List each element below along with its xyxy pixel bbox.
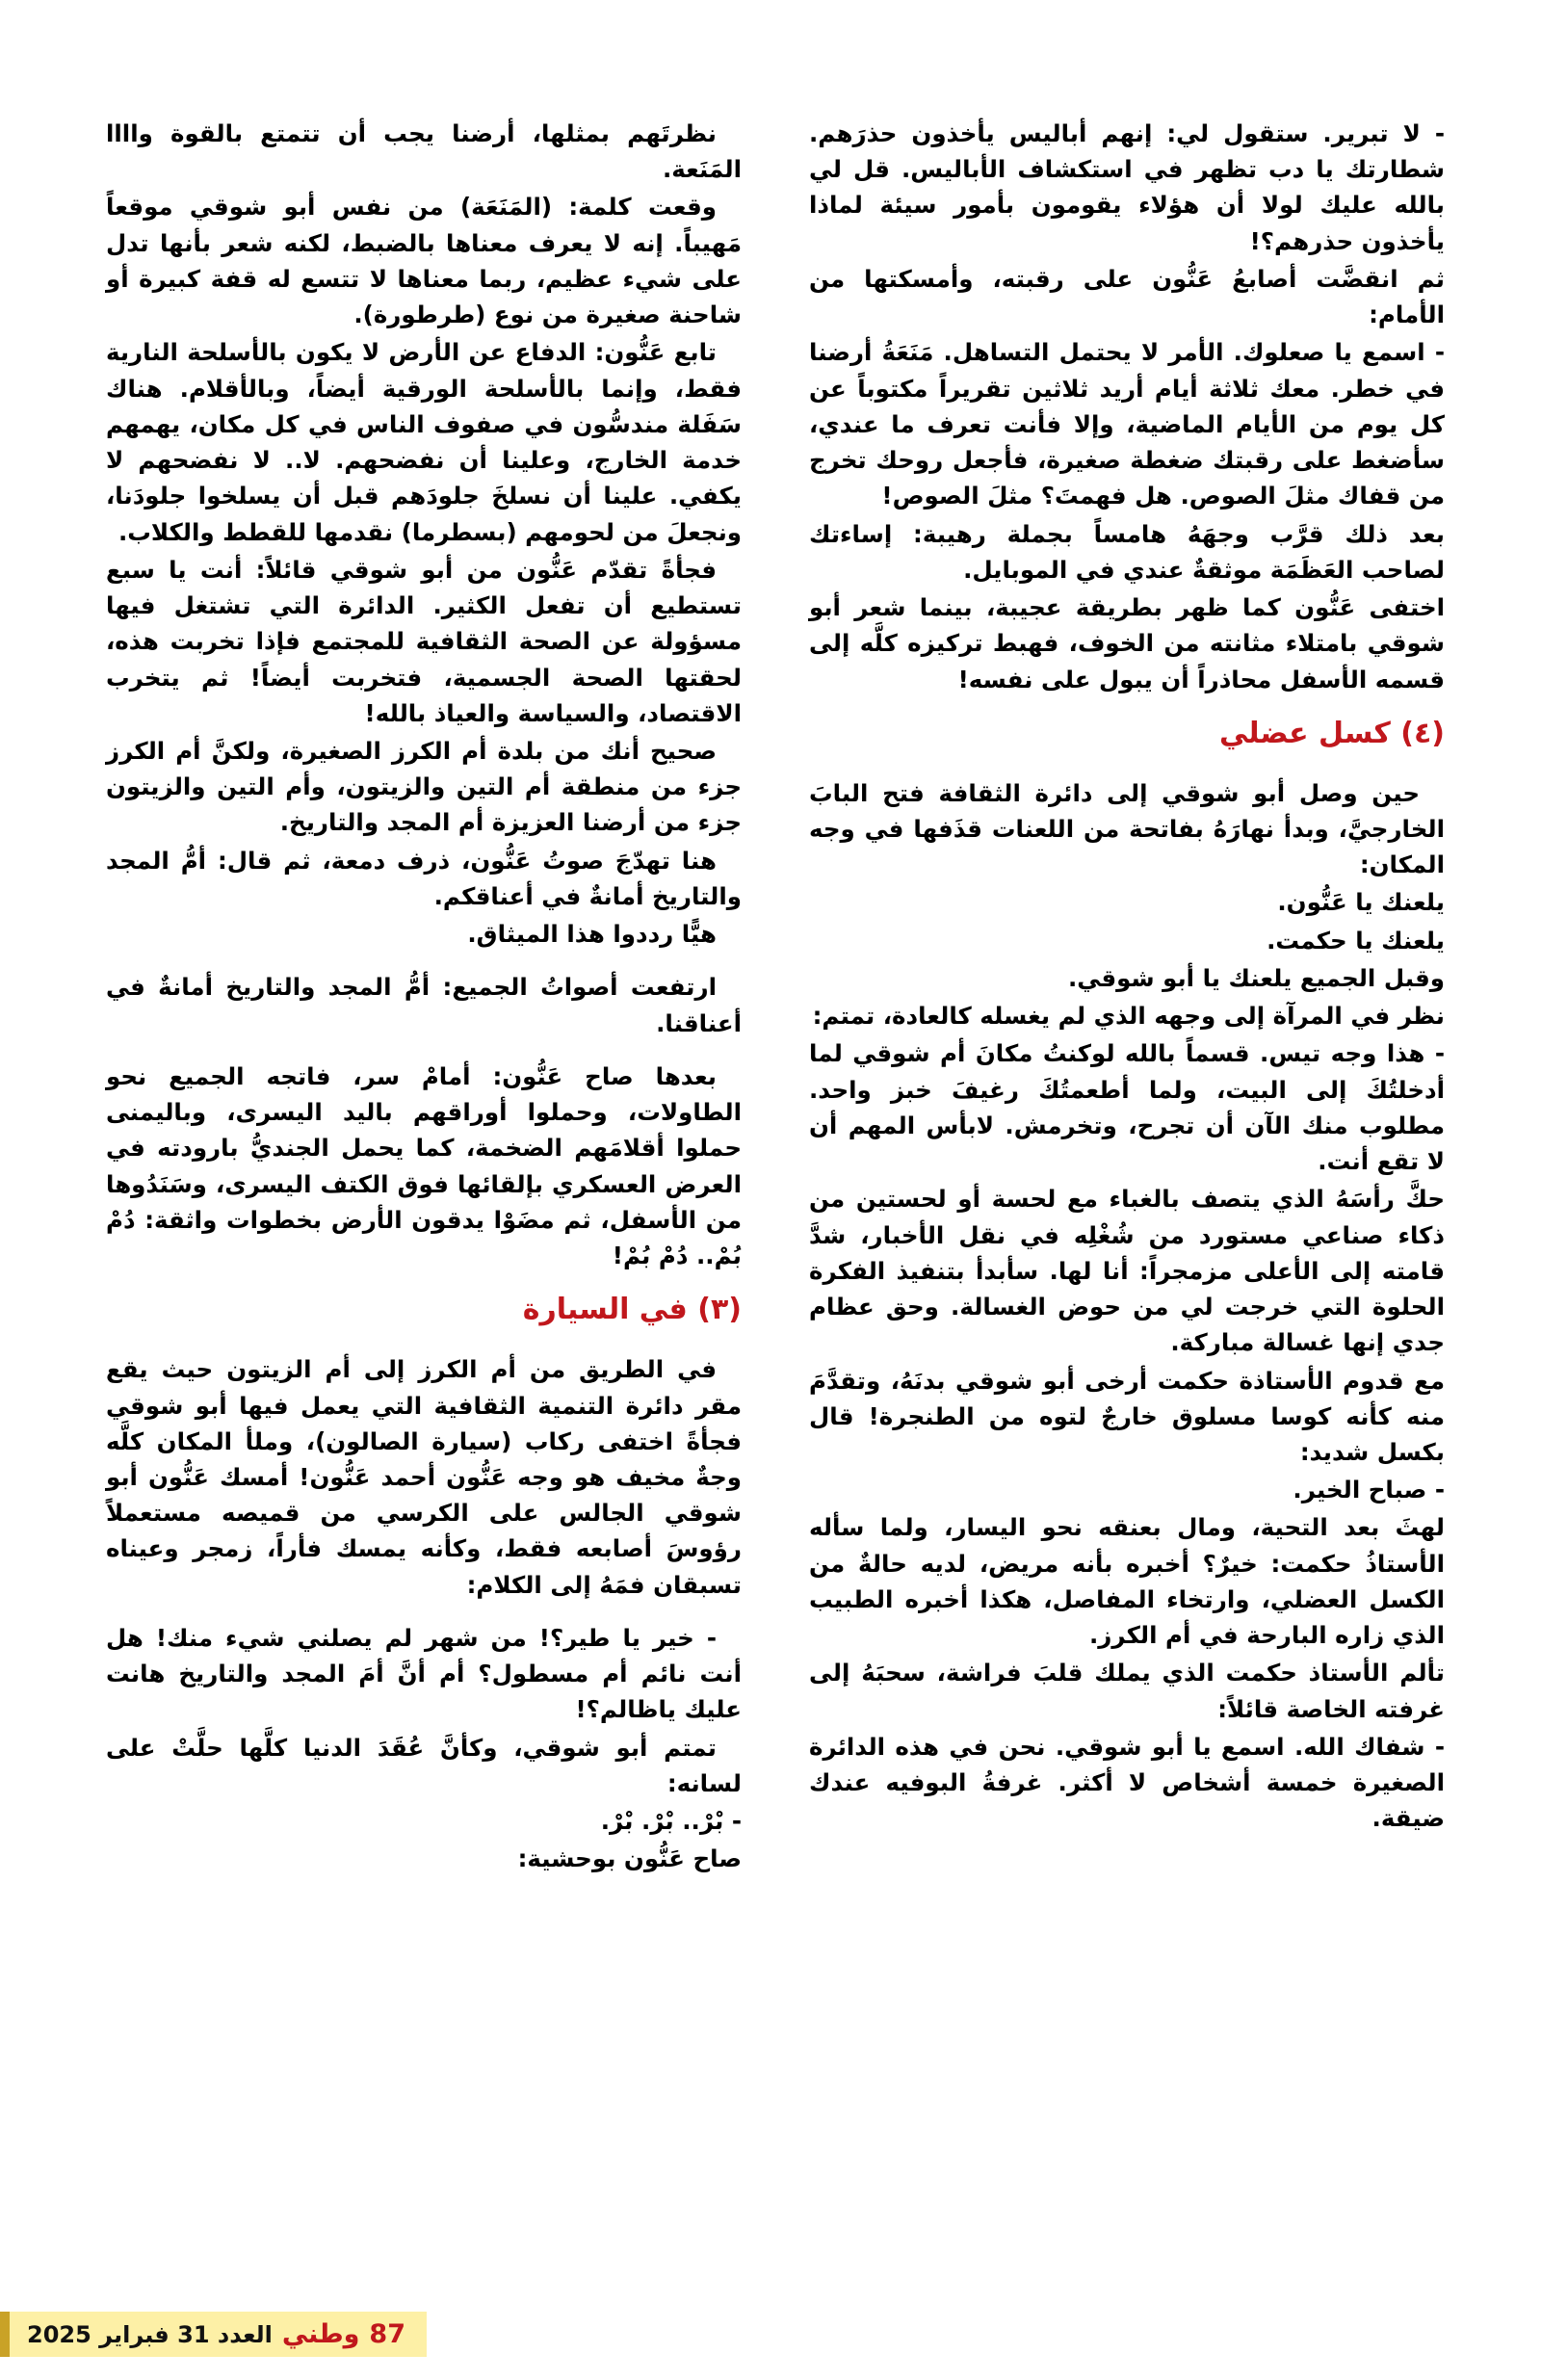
right-column	[106, 116, 742, 1879]
paragraph: اختفى عَنُّون كما ظهر بطريقة عجيبة، بينما شعر أبو شوقي بامتلاء مثانته من الخوف، فهبط تركيزه كلَّه إلى قسمه الأسفل محاذراً أن يبول على نفسه!	[809, 593, 1445, 693]
paragraph: صحيح أنك من بلدة أم الكرز الصغيرة، ولكنَّ أم الكرز جزء من منطقة أم التين والزيتون، وأم التين والزيتون جزء من أرضنا العزيزة أم المجد والتاريخ.	[106, 736, 742, 837]
paragraph: تألم الأستاذ حكمت الذي يملك قلبَ فراشة، سحبَهُ إلى غرفته الخاصة قائلاً:	[809, 1659, 1445, 1723]
section-heading-kasal-adali: (٤) كسل عضلي	[1218, 716, 1445, 750]
paragraph: تمتم أبو شوقي، وكأنَّ عُقَدَ الدنيا كلَّها حلَّتْ على لسانه:	[106, 1733, 742, 1797]
page-number: 87	[369, 2319, 405, 2349]
paragraph: - بْرْ.. بْرْ. بْرْ.	[600, 1807, 742, 1836]
publication-brand: وطني	[281, 2319, 360, 2349]
paragraph: وقعت كلمة: (المَنَعَة) من نفس أبو شوقي موقعاً مَهيباً. إنه لا يعرف معناها بالضبط، لكنه شعر بأنها تدل على شيء عظيم، ربما معناها لا تتسع له قفة كبيرة أو شاحنة صغيرة من نوع (طرطورة).	[106, 193, 742, 329]
section-heading-fi-alsayyara: (٣) في السيارة	[522, 1293, 742, 1327]
paragraph: بعدها صاح عَنُّون: أمامْ سر، فاتجه الجميع نحو الطاولات، وحملوا أوراقهم باليد اليسرى، وباليمنى حملوا أقلامَهم الضخمة، كما يحمل الجنديُّ بارودته في العرض العسكري بإلقائها فوق الكتف اليسرى، وسَنَدُوها من الأسفل، ثم مضَوْا يدقون الأرض بخطوات واثقة: دُمْ بُمْ.. دُمْ بُمْ!	[106, 1061, 742, 1270]
paragraph: - صباح الخير.	[1293, 1476, 1445, 1504]
paragraph: تابع عَنُّون: الدفاع عن الأرض لا يكون بالأسلحة النارية فقط، وإنما بالأسلحة الورقية أيضاً، وبالأقلام. هناك سَفَلة مندسُّون في صفوف الناس في كل مكان، يهمهم خدمة الخارج، وعلينا أن نفضحهم. لا.. لا نفضحهم لا يكفي. علينا أن نسلخَ جلودَهم قبل أن يسلخوا جلودَنا، ونجعلَ من لحومهم (بسطرما) نقدمها للقطط والكلاب.	[106, 338, 742, 546]
paragraph: ثم انقضَّت أصابعُ عَنُّون على رقبته، وأمسكتها من الأمام:	[809, 264, 1445, 329]
paragraph: - هذا وجه تيس. قسماً بالله لوكنتُ مكانَ أم شوقي لما أدخلتُكَ إلى البيت، ولما أطعمتُكَ رغيفَ خبز واحد. مطلوب منك الآن أن تجرح، وتخرمش. لابأس المهم أن لا تقع أنت.	[809, 1039, 1445, 1176]
paragraph: وقبل الجميع يلعنك يا أبو شوقي.	[1068, 963, 1445, 992]
paragraph: هيًّا رددوا هذا الميثاق.	[467, 920, 717, 949]
paragraph: لهثَ بعد التحية، ومال بعنقه نحو اليسار، ولما سأله الأستاذُ حكمت: خيرٌ؟ أخبره بأنه مريض، لديه حالةٌ من الكسل العضلي، وارتخاء المفاصل، هكذا أخبره الطبيب الذي زاره البارحة في أم الكرز.	[809, 1513, 1445, 1650]
paragraph: صاح عَنُّون بوحشية:	[517, 1844, 742, 1873]
paragraph: فجأةً تقدّم عَنُّون من أبو شوقي قائلاً: أنت يا سبع تستطيع أن تفعل الكثير. الدائرة التي تشتغل فيها مسؤولة عن الصحة الثقافية للمجتمع فإذا تخربت هذه، لحقتها الصحة الجسمية، فتخربت أيضاً! ثم يتخرب الاقتصاد، والسياسة والعياذ بالله!	[106, 555, 742, 727]
paragraph: - شفاك الله. اسمع يا أبو شوقي. نحن في هذه الدائرة الصغيرة خمسة أشخاص لا أكثر. غرفةُ البوفيه عندك ضيقة.	[809, 1732, 1445, 1833]
paragraph: - اسمع يا صعلوك. الأمر لا يحتمل التساهل. مَنَعَةُ أرضنا في خطر. معك ثلاثة أيام أريد ثلاثين تقريراً مكتوباً عن كل يوم من الأيام الماضية، وإلا فأنت تعرف ما عندي، سأضغط على رقبتك ضغطة صغيرة، فأجعل روحك تخرج من قفاك مثلَ الصوص. هل فهمتَ؟ مثلَ الصوص!	[809, 338, 1445, 510]
footer-badge	[0, 2312, 427, 2357]
paragraph: - لا تبرير. ستقول لي: إنهم أباليس يأخذون حذرَهم. شطارتك يا دب تظهر في استكشاف الأباليس. قل لي بالله عليك لولا أن هؤلاء يقومون بأمور سيئة لماذا يأخذون حذرهم؟!	[809, 119, 1445, 255]
paragraph: - خير يا طير؟! من شهر لم يصلني شيء منك! هل أنت نائم أم مسطول؟ أم أنَّ أمَ المجد والتاريخ هانت عليك ياظالم؟!	[106, 1623, 742, 1724]
paragraph: بعد ذلك قرَّب وجهَهُ هامساً بجملة رهيبة: إساءتك لصاحب العَظَمَة موثقةٌ عندي في الموبايل.	[809, 519, 1445, 584]
paragraph: نظر في المرآة إلى وجهه الذي لم يغسله كالعادة، تمتم:	[812, 1002, 1445, 1031]
paragraph: ارتفعت أصواتُ الجميع: أمُّ المجد والتاريخ أمانةٌ في أعناقنا.	[106, 973, 742, 1037]
paragraph: حكَّ رأسَهُ الذي يتصف بالغباء مع لحسة أو لحستين من ذكاء صناعي مستورد من شُغْلِه في نقل الأخبار، شدَّ قامته إلى الأعلى مزمجراً: أنا لها. سأبدأ بتنفيذ الفكرة الحلوة التي خرجت لي من حوض الغسالة. وحق عظام جدي إنها غسالة مباركة.	[809, 1185, 1445, 1357]
left-column	[809, 116, 1445, 1839]
paragraph: نظرتَهم بمثلها، أرضنا يجب أن تتمتع بالقوة واااا المَنَعة.	[106, 119, 742, 184]
page-footer	[0, 2316, 1541, 2357]
paragraph: يلعنك يا عَنُّون.	[1277, 888, 1445, 917]
paragraph: حين وصل أبو شوقي إلى دائرة الثقافة فتح البابَ الخارجيَّ، وبدأ نهارَهُ بفاتحة من اللعنات قذَفها في وجه المكان:	[809, 778, 1445, 879]
paragraph: مع قدوم الأستاذة حكمت أرخى أبو شوقي بدنَهُ، وتقدَّمَ منه كأنه كوسا مسلوق خارجٌ لتوه من الطنجرة! قال بكسل شديد:	[809, 1366, 1445, 1466]
issue-label: العدد 31 فبراير 2025	[27, 2320, 273, 2348]
paragraph: يلعنك يا حكمت.	[1267, 926, 1445, 955]
paragraph: هنا تهدّجَ صوتُ عَنُّون، ذرف دمعة، ثم قال: أمُّ المجد والتاريخ أمانةٌ في أعناقكم.	[106, 846, 742, 910]
paragraph: في الطريق من أم الكرز إلى أم الزيتون حيث يقع مقر دائرة التنمية الثقافية التي يعمل فيها أبو شوقي فجأةً اختفى ركاب (سيارة الصالون)، وملأ المكان كلَّه وجةٌ مخيف هو وجه عَنُّون أحمد عَنُّون! أمسك عَنُّون أبو شوقي الجالس على الكرسي من قميصه مستعملاً رؤوسَ أصابعه فقط، وكأنه يمسك فأراً، زمجر وعيناه تسبقان فمَهُ إلى الكلام:	[106, 1355, 742, 1599]
two-column-body	[106, 116, 1445, 2322]
